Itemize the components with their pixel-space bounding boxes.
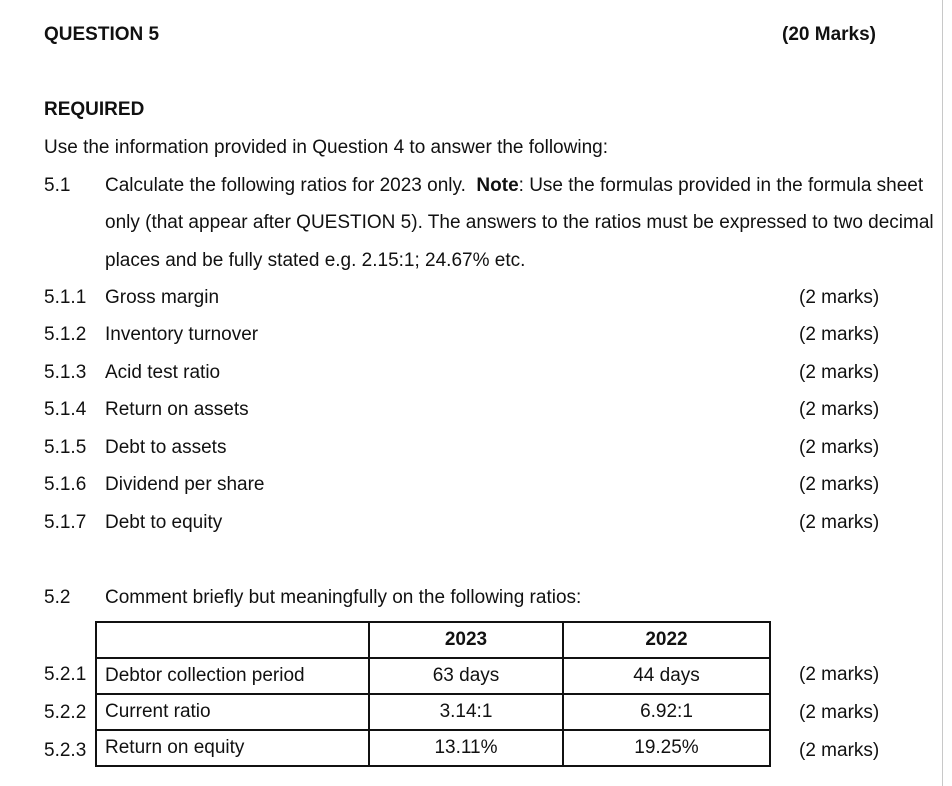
table-row [96,658,770,694]
table-row [96,694,770,730]
ratio-value-2023: 3.14:1 [369,694,563,730]
q52-row-number: 5.2.2 [44,702,87,723]
q51-item-marks: (2 marks) [799,324,880,345]
ratio-label: Current ratio [96,694,369,730]
q51-item-number: 5.1.7 [44,512,87,533]
q51-item-marks: (2 marks) [799,437,880,458]
q51-item-marks: (2 marks) [799,474,880,495]
q52-row-marks: (2 marks) [799,664,880,685]
ratios-table-header-row [96,622,770,658]
ratio-value-2023: 13.11% [369,730,563,766]
ratio-value-2022: 44 days [563,658,770,694]
q52-text: Comment briefly but meaningfully on the following ratios: [105,587,582,608]
ratios-table [95,621,771,767]
q51-item-marks: (2 marks) [799,399,880,420]
q51-line3: places and be fully stated e.g. 2.15:1; 24.67% etc. [105,250,526,271]
q52-row-marks: (2 marks) [799,740,880,761]
intro-text: Use the information provided in Question 4 to answer the following: [44,137,608,158]
q51-item-number: 5.1.2 [44,324,87,345]
q51-item-marks: (2 marks) [799,287,880,308]
q52-number: 5.2 [44,587,71,608]
ratios-table-header-blank [96,622,369,658]
q51-item-label: Return on assets [105,399,249,420]
q51-item-number: 5.1.3 [44,362,87,383]
q51-number: 5.1 [44,175,71,196]
q52-row-marks: (2 marks) [799,702,880,723]
q51-item-label: Debt to equity [105,512,223,533]
q51-line1 [105,175,923,197]
ratio-label: Return on equity [96,730,369,766]
q51-item-number: 5.1.5 [44,437,87,458]
ratios-table-header-2022: 2022 [563,622,770,658]
ratio-value-2023: 63 days [369,658,563,694]
ratio-value-2022: 19.25% [563,730,770,766]
q51-note-label: Note [476,175,519,196]
question-title: QUESTION 5 [44,24,160,45]
q51-item-label: Dividend per share [105,474,265,495]
q51-item-label: Inventory turnover [105,324,259,345]
q51-item-label: Gross margin [105,287,220,308]
table-row [96,730,770,766]
q52-row-number: 5.2.1 [44,664,87,685]
q51-item-number: 5.1.1 [44,287,87,308]
page-edge-divider [942,0,943,786]
q51-item-number: 5.1.6 [44,474,87,495]
ratio-label: Debtor collection period [96,658,369,694]
q51-item-label: Debt to assets [105,437,227,458]
q52-row-number: 5.2.3 [44,740,87,761]
q51-line2: only (that appear after QUESTION 5). The answers to the ratios must be expressed to two decimal [105,212,934,233]
q51-line1-b: : Use the formulas provided in the formula sheet [518,175,924,196]
q51-item-label: Acid test ratio [105,362,221,383]
ratio-value-2022: 6.92:1 [563,694,770,730]
q51-line1-a: Calculate the following ratios for 2023 only. [105,175,466,196]
ratios-table-header-2023: 2023 [369,622,563,658]
q51-item-number: 5.1.4 [44,399,87,420]
question-total-marks: (20 Marks) [782,24,876,45]
q51-item-marks: (2 marks) [799,362,880,383]
q51-item-marks: (2 marks) [799,512,880,533]
required-heading: REQUIRED [44,99,145,120]
